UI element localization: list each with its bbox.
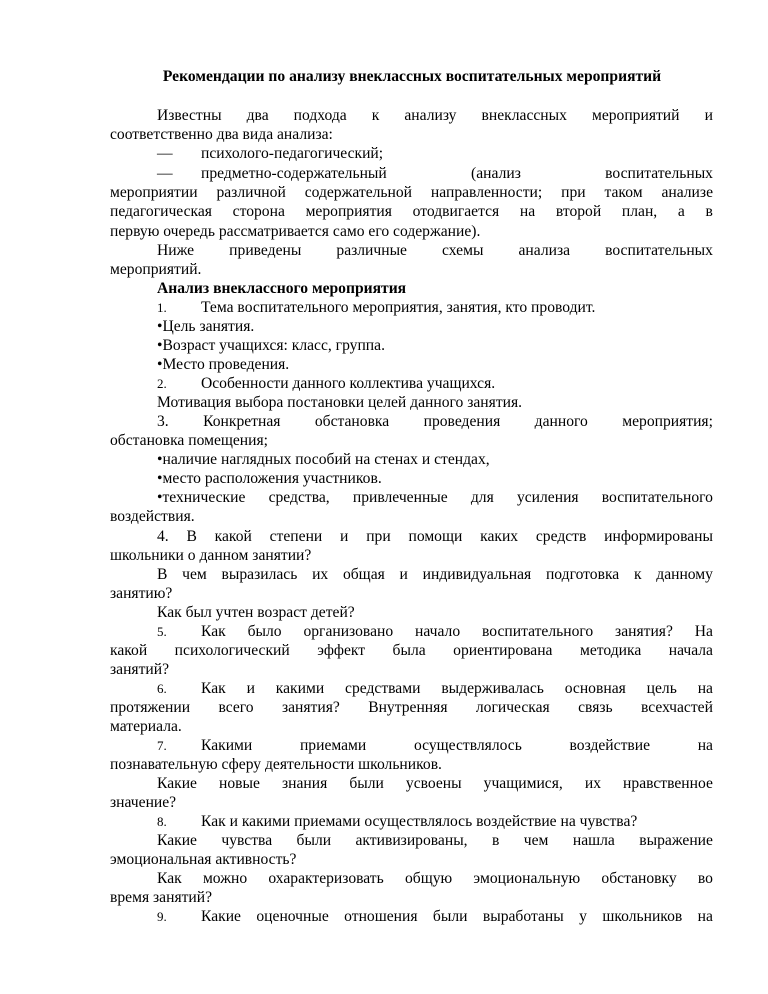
item-8-number: 8.	[157, 814, 167, 829]
approach-item-1: психолого-педагогический;	[201, 145, 384, 162]
item-7-line-2: познавательную сферу деятельности школьников.	[110, 756, 442, 773]
item-3-tail: воздействия.	[110, 508, 195, 525]
section-title: Анализ внеклассного мероприятия	[157, 280, 407, 297]
item-6-line-1: Как и какими средствами выдерживалась основная цель на	[201, 680, 713, 697]
item-4-line-1: 4. В какой степени и при помощи каких средств информированы	[157, 528, 713, 545]
item-2-text: Особенности данного коллектива учащихся.	[201, 375, 496, 392]
item-8-line-5: время занятий?	[110, 889, 213, 906]
p2-line-1: мероприятии различной содержательной направленности; при таком анализе	[110, 184, 713, 201]
approach-item-2: предметно-содержательный (анализ воспитательных	[201, 165, 713, 182]
item-3-bullet-1: •наличие наглядных пособий на стенах и стендах,	[157, 451, 490, 468]
item-3-line-2: обстановка помещения;	[110, 432, 269, 449]
item-6-line-3: материала.	[110, 718, 182, 735]
item-1-text: Тема воспитательного мероприятия, занятия, кто проводит.	[201, 299, 596, 316]
item-5-number: 5.	[157, 624, 167, 639]
item-6-number: 6.	[157, 681, 167, 696]
item-5-line-2: какой психологический эффект была ориентирована методика начала	[110, 642, 713, 659]
intro-line-2: соответственно два вида анализа:	[110, 126, 333, 143]
p2-line-3: первую очередь рассматривается само его содержание).	[110, 223, 481, 240]
item-7-line-4: значение?	[110, 794, 177, 811]
item-3-bullet-3: • технические средства, привлеченные для усиления воспитательного	[157, 489, 713, 506]
item-7-number: 7.	[157, 738, 167, 753]
item-7-line-3: Какие новые знания были усвоены учащимися, их нравственное	[157, 775, 713, 792]
item-4-line-5: Как был учтен возраст детей?	[157, 604, 355, 621]
item-8-line-2: Какие чувства были активизированы, в чем нашла выражение	[157, 832, 713, 849]
p3-line-1: Ниже приведены различные схемы анализа воспитательных	[157, 242, 713, 259]
item-2-number: 2.	[157, 376, 167, 391]
p3-line-2: мероприятий.	[110, 261, 202, 278]
item-2-note: Мотивация выбора постановки целей данного занятия.	[157, 394, 523, 411]
item-1-bullet-2: •Возраст учащихся: класс, группа.	[157, 337, 385, 354]
item-1-number: 1.	[157, 300, 167, 315]
item-5-line-3: занятий?	[110, 661, 170, 678]
item-8-line-3: эмоциональная активность?	[110, 851, 297, 868]
document-title: Рекомендации по анализу внеклассных воспитательных мероприятий	[162, 68, 662, 85]
item-1-bullet-1: •Цель занятия.	[157, 318, 255, 335]
item-8-line-1: Как и какими приемами осуществлялось воздействие на чувства?	[201, 813, 638, 830]
item-8-line-4: Как можно охарактеризовать общую эмоциональную обстановку во	[157, 870, 713, 887]
item-6-line-2: протяжении всего занятия? Внутренняя логическая связь всехчастей	[110, 699, 713, 716]
item-9-line-1: Какие оценочные отношения были выработаны у школьников на	[201, 908, 713, 925]
item-1-bullet-3: •Место проведения.	[157, 356, 290, 373]
approach-dash-2: —	[157, 165, 173, 182]
item-7-line-1: Какими приемами осуществлялось воздействие на	[201, 737, 713, 754]
item-4-line-3: В чем выразилась их общая и индивидуальная подготовка к данному	[157, 566, 713, 583]
item-3-bullet-2: •место расположения участников.	[157, 470, 382, 487]
item-3-line-1: 3. Конкретная обстановка проведения данного мероприятия;	[157, 413, 713, 430]
approach-dash-1: —	[157, 145, 173, 162]
p2-line-2: педагогическая сторона мероприятия отодвигается на второй план, а в	[110, 203, 713, 220]
item-4-line-4: занятию?	[110, 585, 173, 602]
intro-line-1: Известны два подхода к анализу внеклассных мероприятий и	[157, 107, 713, 124]
item-9-number: 9.	[157, 909, 167, 924]
item-4-line-2: школьники о данном занятии?	[110, 547, 312, 564]
item-5-line-1: Как было организовано начало воспитательного занятия? На	[201, 623, 713, 640]
